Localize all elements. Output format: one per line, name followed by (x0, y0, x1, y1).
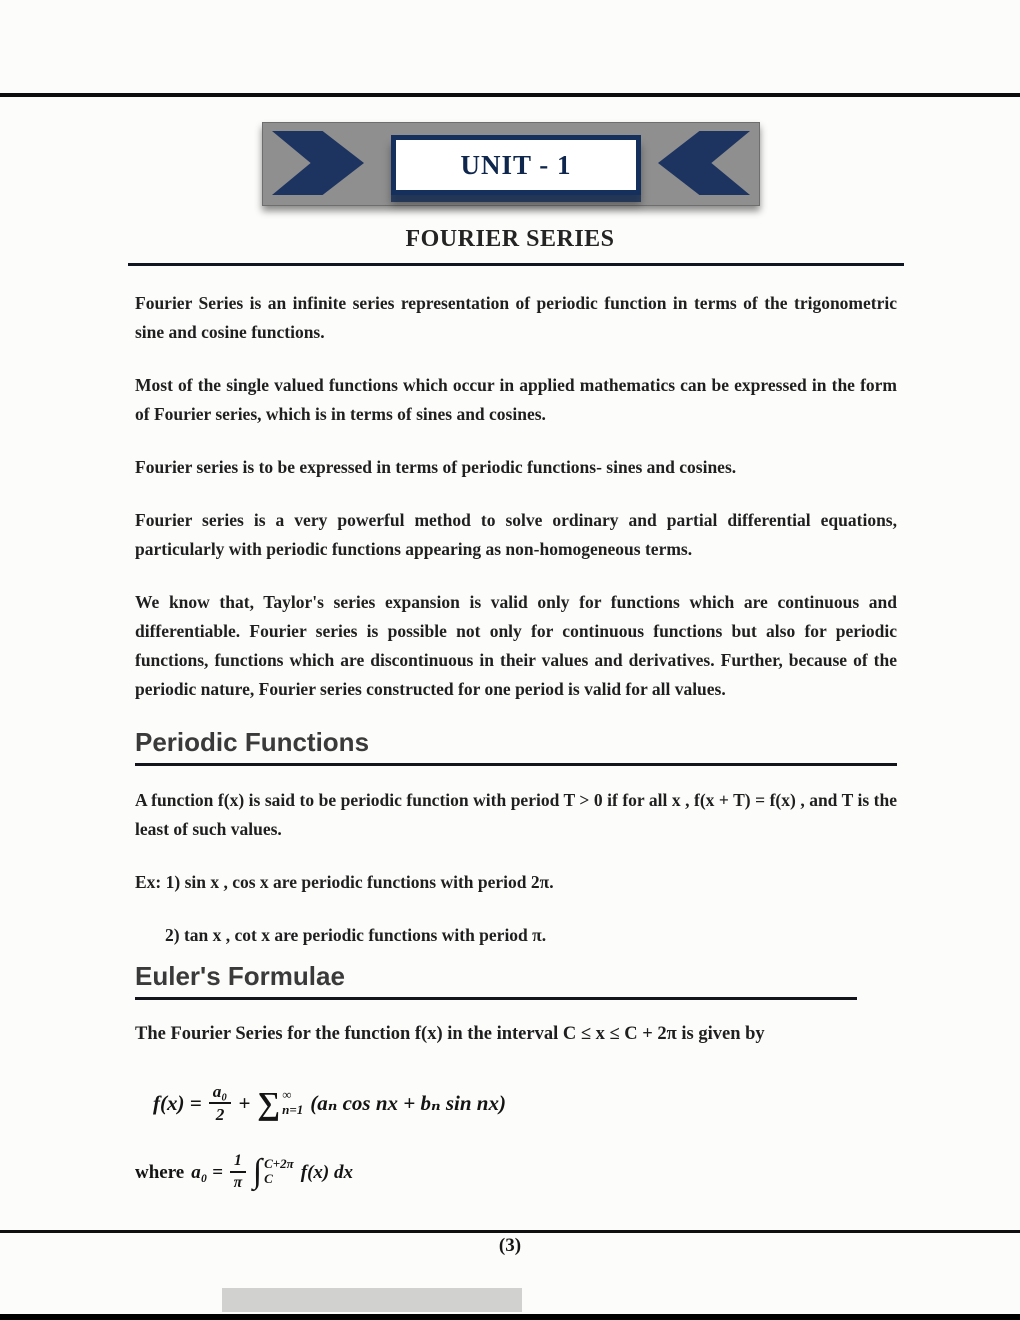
a0-coefficient-formula (135, 1153, 897, 1190)
title-underline-rule (128, 263, 904, 266)
top-horizontal-rule (0, 93, 1020, 97)
unit-banner (262, 122, 760, 206)
fraction-1-over-pi (230, 1153, 246, 1190)
integral-limits (264, 1157, 294, 1187)
fraction-denominator: π (233, 1174, 243, 1192)
formula-body: (aₙ cos nx + bₙ sin nx) (310, 1090, 506, 1115)
fraction-a0-over-2 (209, 1083, 232, 1123)
intro-paragraph-5: We know that, Taylor's series expansion is valid only for functions which are continuous and differentiable. Fourier series is possible not only for continuous functions but also for periodic functions, functions which are discontinuous in their values and derivatives. Further, because of the periodic nature, Fourier series constructed for one period is valid for all values. (135, 592, 897, 699)
summation-limits (282, 1088, 303, 1118)
integral-upper-limit: C+2π (264, 1156, 294, 1172)
integral-lower-limit: C (264, 1171, 273, 1187)
document-body (135, 289, 897, 1191)
euler-intro-sentence: The Fourier Series for the function f(x) in the interval C ≤ x ≤ C + 2π is given by (135, 1024, 765, 1044)
summation-operator (257, 1085, 304, 1122)
integral-symbol: ∫ (252, 1153, 263, 1191)
unit-title: UNIT - 1 (460, 149, 572, 180)
integral-operator (253, 1155, 294, 1189)
intro-paragraph-3: Fourier series is to be expressed in terms of periodic functions- sines and cosines. (135, 457, 737, 477)
formula-lhs: f(x) = (153, 1090, 202, 1115)
periodic-definition-paragraph: A function f(x) is said to be periodic function with period T > 0 if for all x , f(x + T) = f(x) , and T is the least of such values. (135, 790, 897, 839)
summation-upper-limit: ∞ (282, 1087, 292, 1103)
fraction-numerator: 1 (230, 1153, 246, 1173)
periodic-heading-rule (135, 763, 897, 766)
intro-paragraph-4: Fourier series is a very powerful method to solve ordinary and partial differential equations, particularly with periodic functions appearing as non-homogeneous terms. (135, 510, 897, 559)
page-number: (3) (498, 1235, 522, 1256)
sigma-symbol: ∑ (257, 1085, 281, 1122)
fourier-series-formula (153, 1083, 897, 1123)
scan-artifact-smudge (222, 1288, 522, 1312)
footer-horizontal-rule (0, 1230, 1020, 1233)
intro-paragraph-2: Most of the single valued functions which occur in applied mathematics can be expressed in the form of Fourier series, which is in terms of sines and cosines. (135, 375, 897, 424)
fraction-denominator: 2 (215, 1105, 225, 1125)
intro-paragraph-1: Fourier Series is an infinite series representation of periodic function in terms of the trigonometric sine and cosine functions. (135, 293, 897, 342)
bottom-edge-bar (0, 1314, 1020, 1320)
where-prefix: where (135, 1161, 185, 1183)
periodic-example-2: 2) tan x , cot x are periodic functions with period π. (165, 925, 547, 945)
banner-label-box (391, 135, 641, 195)
plus-sign: + (238, 1090, 251, 1115)
summation-lower-limit: n=1 (282, 1102, 304, 1118)
section-heading-periodic-functions: Periodic Functions (135, 727, 370, 757)
fraction-numerator: a₀ (209, 1083, 232, 1104)
integrand: f(x) dx (300, 1161, 353, 1183)
page-title: FOURIER SERIES (405, 226, 615, 252)
periodic-example-1: Ex: 1) sin x , cos x are periodic functions with period 2π. (135, 872, 554, 892)
euler-heading-rule (135, 997, 857, 1000)
section-heading-eulers-formulae: Euler's Formulae (135, 961, 345, 991)
a0-lhs: a₀ = (191, 1161, 223, 1183)
